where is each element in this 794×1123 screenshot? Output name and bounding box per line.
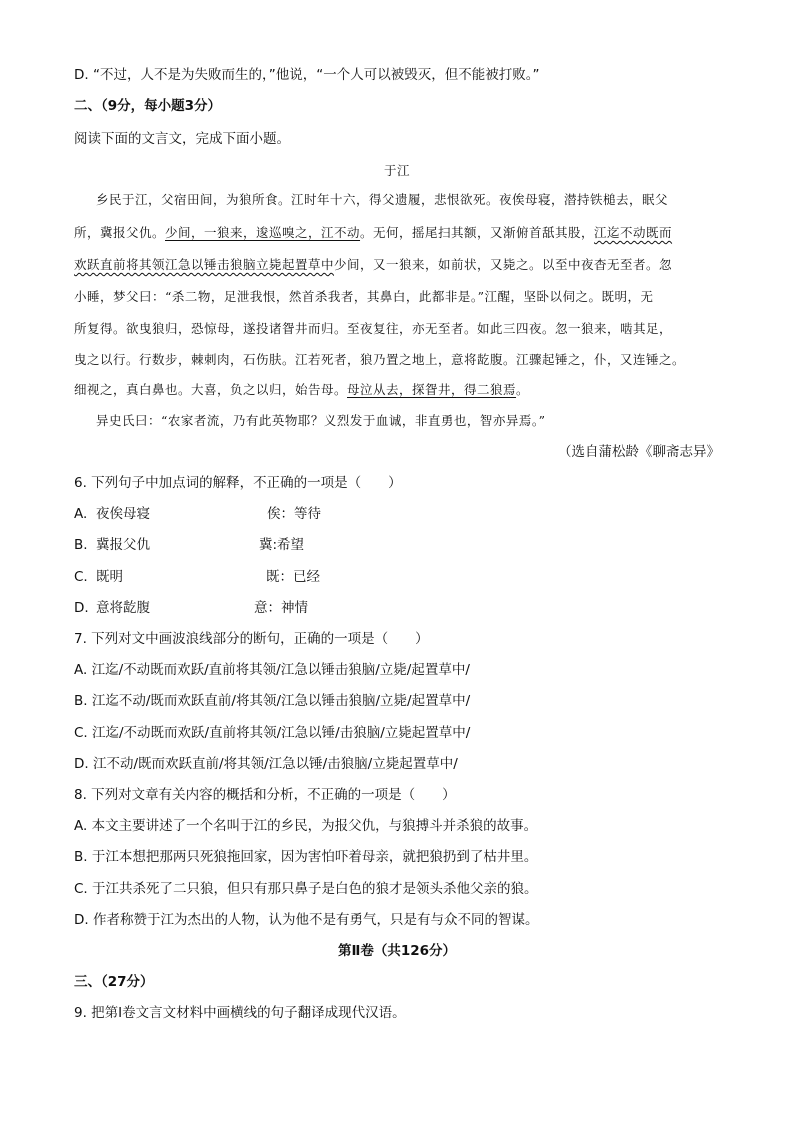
passage-text: 所，冀报父仇。 (74, 225, 166, 240)
option-label: B. (74, 537, 88, 553)
part2-heading: 第Ⅱ卷（共126分） (337, 943, 457, 959)
option-label: C. (74, 569, 88, 585)
q7-option-a: A. 江迄/不动既而欢跃/直前将其领/江急以锤击狼脑/立毙/起置草中/ (74, 662, 470, 678)
section2-instruction: 阅读下面的文言文，完成下面小题。 (74, 131, 290, 147)
option-label: A. (74, 506, 88, 522)
q8-stem: 8. 下列对文章有关内容的概括和分析，不正确的一项是（ ） (74, 787, 456, 803)
passage-source: （选自蒲松龄《聊斋志异》 (558, 444, 720, 460)
q9-stem: 9. 把第Ⅰ卷文言文材料中画横线的句子翻译成现代汉语。 (74, 1005, 406, 1021)
passage-text: 。 (516, 382, 530, 397)
passage-line-7 (74, 381, 529, 399)
q6-stem: 6. 下列句子中加点词的解释，不正确的一项是（ ） (74, 475, 402, 491)
passage-line-6: 曳之以行。行数步，棘刺肉，石伤肤。江若死者，狼乃置之地上，意将龁腹。江骤起锤之，仆，又连锤之。 (74, 352, 686, 367)
q7-option-d: D. 江不动/既而欢跃直前/将其领/江急以锤/击狼脑/立毙起置草中/ (74, 756, 458, 772)
underlined-sentence-1: 少间，一狼来，逡巡嗅之，江不动 (165, 225, 361, 240)
passage-title: 于江 (383, 163, 410, 178)
q7-option-c: C. 江迄/不动既而欢跃/直前将其领/江急以锤/击狼脑/立毙起置草中/ (74, 725, 471, 741)
passage-line-4: 小睡，梦父曰：“杀二物，足泄我恨，然首杀我者，其鼻白，此都非是。”江醒，坚卧以伺之。既明，无 (74, 289, 654, 304)
q8-option-a: A. 本文主要讲述了一个名叫于江的乡民，为报父仇，与狼搏斗并杀狼的故事。 (74, 818, 538, 834)
option-gloss: 既：已经 (266, 569, 320, 585)
underlined-sentence-2: 母泣从去，探眢井，得二狼焉 (347, 382, 517, 397)
prev-option-d: D. “不过，人不是为失败而生的，”他说，“一个人可以被毁灭，但不能被打败。” (74, 67, 540, 83)
option-gloss: 俟：等待 (267, 506, 321, 522)
passage-text: 。无何，摇尾扫其额，又渐俯首舐其股， (360, 225, 595, 240)
q8-option-d: D. 作者称赞于江为杰出的人物，认为他不是有勇气，只是有与众不同的智谋。 (74, 912, 539, 928)
q8-option-c: C. 于江共杀死了二只狼，但只有那只鼻子是白色的狼才是领头杀他父亲的狼。 (74, 881, 538, 897)
q6-option-c (74, 568, 320, 586)
option-label: D. (74, 600, 89, 616)
section2-heading: 二、（9分，每小题3分） (74, 98, 222, 114)
option-gloss: 意：神情 (254, 600, 308, 616)
section3-heading: 三、（27分） (74, 974, 154, 990)
wavy-underlined-text: 欢跃直前将其领江急以锤击狼脑立毙起置草中 (74, 257, 335, 272)
passage-line-3 (74, 256, 672, 274)
q8-option-b: B. 于江本想把那两只死狼拖回家，因为害怕吓着母亲，就把狼扔到了枯井里。 (74, 849, 538, 865)
wavy-underlined-text: 江迄不动既而 (594, 225, 673, 240)
option-text: 冀报父仇 (96, 537, 150, 553)
option-text: 既明 (96, 569, 123, 585)
passage-text: 细视之，真白鼻也。大喜，负之以归，始告母。 (74, 382, 348, 397)
option-text: 夜俟母寝 (96, 506, 150, 522)
q6-option-a (74, 505, 321, 523)
passage-line-2 (74, 224, 672, 242)
q7-option-b: B. 江迄不动/既而欢跃直前/将其领/江急以锤击狼脑/立毙/起置草中/ (74, 693, 471, 709)
passage-line-1: 乡民于江，父宿田间，为狼所食。江时年十六，得父遗履，悲恨欲死。夜俟母寝，潜持铁槌去，眠父 (96, 192, 669, 207)
passage-commentary: 异史氏曰：“农家者流，乃有此英物耶？义烈发于血诚，非直勇也，智亦异焉。” (96, 413, 546, 428)
option-text: 意将龁腹 (96, 600, 150, 616)
option-gloss: 冀:希望 (259, 537, 305, 553)
q6-option-b (74, 536, 305, 554)
passage-text: 少间，又一狼来，如前状，又毙之。以至中夜杳无至者。忽 (334, 257, 673, 272)
q6-option-d (74, 599, 308, 617)
passage-line-5: 所复得。欲曳狼归，恐惊母，遂投诸眢井而归。至夜复往，亦无至者。如此三四夜。忽一狼来，啮其足， (74, 321, 673, 336)
q7-stem: 7. 下列对文中画波浪线部分的断句，正确的一项是（ ） (74, 631, 429, 647)
